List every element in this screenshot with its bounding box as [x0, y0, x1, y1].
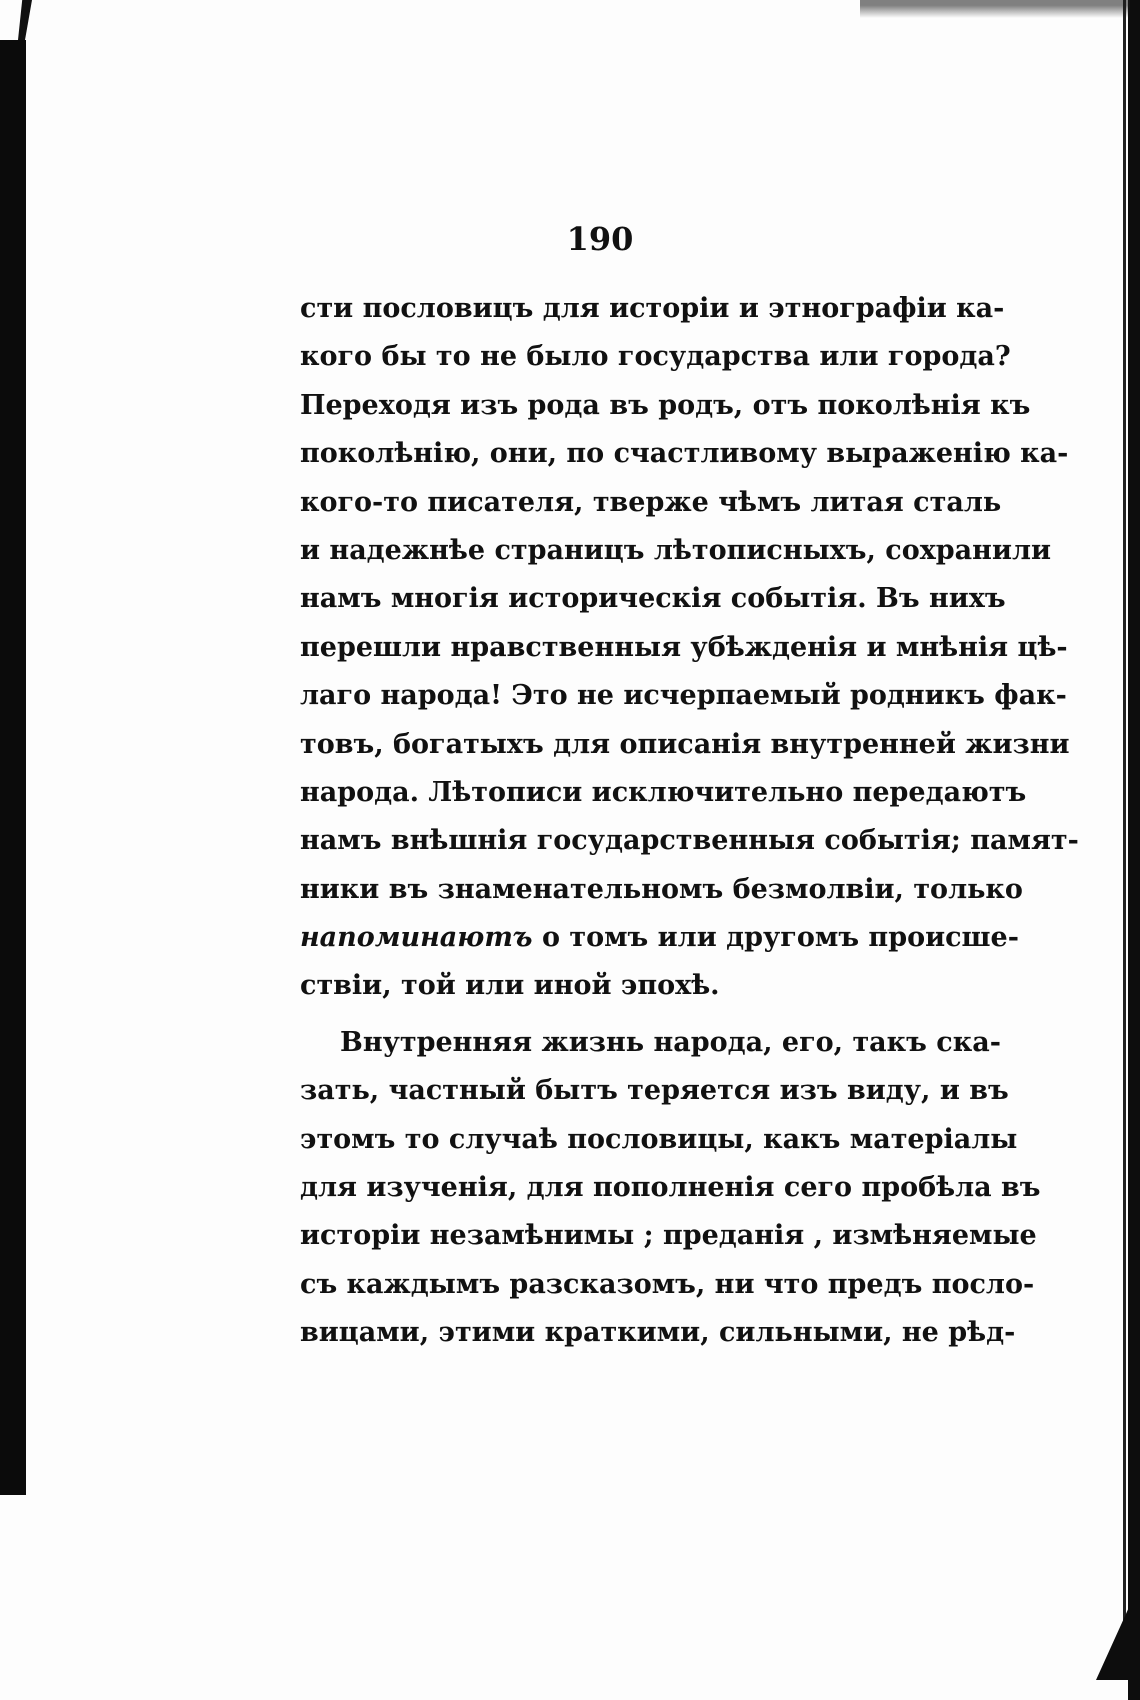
text-line: съ каждымъ разсказомъ, ни что предъ посло- — [300, 1268, 1035, 1300]
scan-edge-left-notch — [18, 0, 32, 40]
text-line: исторіи незамѣнимы ; преданія , измѣняемые — [300, 1220, 1037, 1252]
scan-edge-left — [0, 40, 26, 1495]
text-line: кого бы то не было государства или города? — [300, 341, 1011, 373]
text-line-with-italic — [300, 914, 1019, 962]
paragraph-gap — [300, 1011, 960, 1019]
text-line: намъ многія историческія событія. Въ нихъ — [300, 583, 1006, 615]
text-line: ники въ знаменательномъ безмолвіи, только — [300, 873, 1023, 905]
text-line: товъ, богатыхъ для описанія внутренней жизни — [300, 728, 1070, 760]
paragraph-2 — [300, 1019, 1041, 1358]
text-line: Внутренняя жизнь народа, его, такъ ска- — [340, 1026, 1001, 1058]
text-line: перешли нравственныя убѣжденія и мнѣнія цѣ- — [300, 631, 1068, 663]
text-line: лаго народа! Это не исчерпаемый родникъ фак- — [300, 680, 1067, 712]
text-line: народа. Лѣтописи исключительно передаютъ — [300, 776, 1027, 808]
text-line: поколѣнію, они, по счастливому выраженію ка- — [300, 438, 1069, 470]
text-line: намъ внѣшнія государственныя событія; памят- — [300, 825, 1079, 857]
text-line: Переходя изъ рода въ родъ, отъ поколѣнія къ — [300, 389, 1031, 421]
paragraph-1 — [300, 285, 1079, 1011]
body-text — [300, 285, 1079, 1358]
text-line: и надежнѣе страницъ лѣтописныхъ, сохранили — [300, 534, 1052, 566]
scan-edge-top — [860, 0, 1130, 18]
text-line: этомъ то случаѣ пословицы, какъ матеріалы — [300, 1123, 1018, 1155]
text-line: вицами, этими краткими, сильными, не рѣд- — [300, 1317, 1016, 1349]
text-line: для изученія, для пополненія сего пробѣла въ — [300, 1172, 1041, 1204]
text-line: сти пословицъ для исторіи и этнографіи ка- — [300, 293, 1005, 324]
text-line: ствіи, той или иной эпохѣ. — [300, 970, 720, 1002]
text-line: зать, частный бытъ теряется изъ виду, и въ — [300, 1075, 1009, 1107]
italic-word: напоминаютъ — [300, 922, 533, 954]
text-line: кого-то писателя, тверже чѣмъ литая сталь — [300, 486, 1002, 518]
scan-corner-bottom-right — [1096, 1605, 1130, 1680]
page-number: 190 — [566, 220, 634, 258]
text-line-rest: о томъ или другомъ происше- — [532, 922, 1019, 954]
